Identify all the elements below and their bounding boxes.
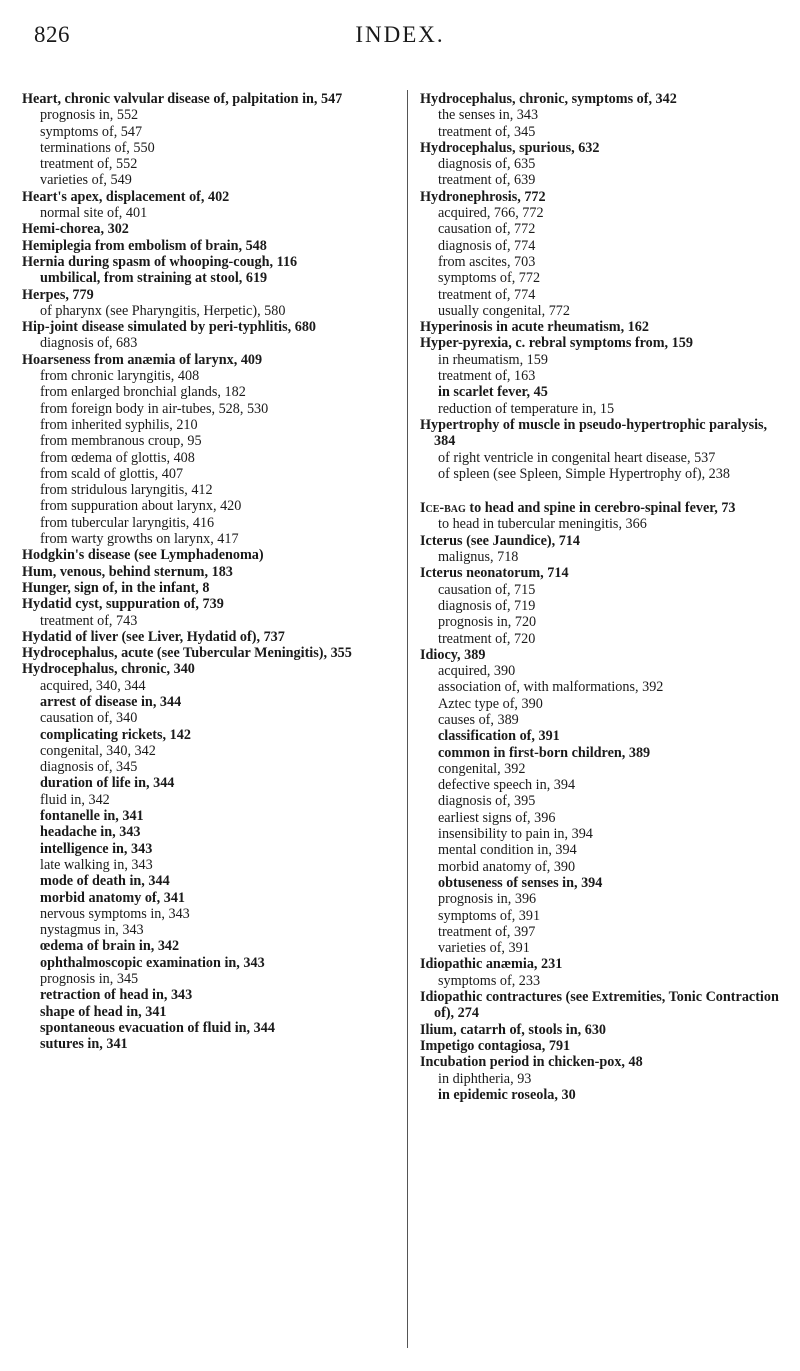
index-subentry: treatment of, 720 — [438, 630, 536, 647]
index-subentry: morbid anatomy of, 390 — [438, 858, 576, 875]
index-entry: Ilium, catarrh of, stools in, 630 — [420, 1021, 607, 1038]
index-entry: Hyperinosis in acute rheumatism, 162 — [420, 319, 649, 336]
index-subentry: from ascites, 703 — [438, 253, 536, 270]
index-subentry: from foreign body in air-tubes, 528, 530 — [40, 400, 269, 417]
page-title: INDEX. — [355, 22, 445, 47]
index-subentry: in scarlet fever, 45 — [438, 384, 548, 401]
index-subentry: common in first-born children, 389 — [438, 744, 651, 761]
index-subentry: causes of, 389 — [438, 711, 519, 728]
index-subentry: diagnosis of, 395 — [438, 793, 536, 810]
column-divider — [407, 90, 408, 1348]
index-entry: Hydatid cyst, suppuration of, 739 — [22, 596, 224, 613]
index-subentry: terminations of, 550 — [40, 139, 155, 156]
index-entry: Hemiplegia from embolism of brain, 548 — [22, 237, 267, 254]
index-subentry: the senses in, 343 — [438, 107, 539, 124]
index-subentry: from scald of glottis, 407 — [40, 465, 184, 482]
index-subentry: morbid anatomy of, 341 — [40, 889, 186, 906]
index-subentry: symptoms of, 233 — [438, 972, 541, 989]
index-subentry: nystagmus in, 343 — [40, 922, 144, 939]
index-subentry: symptoms of, 772 — [438, 270, 541, 287]
index-subentry: defective speech in, 394 — [438, 777, 576, 794]
index-subentry: from membranous croup, 95 — [40, 433, 202, 450]
index-subentry: usually congenital, 772 — [438, 302, 570, 319]
index-subentry: spontaneous evacuation of fluid in, 344 — [40, 1019, 275, 1036]
index-subentry: of pharynx (see Pharyngitis, Herpetic), 580 — [40, 302, 286, 319]
index-subentry: umbilical, from straining at stool, 619 — [40, 270, 268, 287]
index-subentry: prognosis in, 345 — [40, 971, 139, 988]
index-subentry: acquired, 390 — [438, 663, 516, 680]
index-entry: Hodgkin's disease (see Lymphadenoma) — [22, 547, 264, 564]
index-subentry: from chronic laryngitis, 408 — [40, 368, 200, 385]
index-entry: Hydatid of liver (see Liver, Hydatid of), 737 — [22, 628, 285, 645]
index-subentry: duration of life in, 344 — [40, 775, 175, 792]
index-subentry: treatment of, 743 — [40, 612, 138, 629]
index-subentry: treatment of, 639 — [438, 172, 536, 189]
index-subentry: ophthalmoscopic examination in, 343 — [40, 954, 265, 971]
index-subentry: mode of death in, 344 — [40, 873, 170, 890]
index-entry: Herpes, 779 — [22, 286, 94, 303]
index-subentry: arrest of disease in, 344 — [40, 693, 182, 710]
index-subentry: malignus, 718 — [438, 549, 519, 566]
page-number: 826 — [34, 22, 70, 47]
index-subentry: treatment of, 345 — [438, 123, 536, 140]
index-subentry: diagnosis of, 719 — [438, 597, 536, 614]
index-entry: Hernia during spasm of whooping-cough, 116 — [22, 253, 298, 270]
index-entry: Hip-joint disease simulated by peri-typhlitis, 680 — [22, 319, 317, 336]
index-entry: Hydrocephalus, acute (see Tubercular Meningitis), 355 — [22, 645, 352, 662]
index-subentry: insensibility to pain in, 394 — [438, 826, 593, 843]
index-subentry: congenital, 392 — [438, 760, 526, 777]
index-subentry: mental condition in, 394 — [438, 842, 577, 859]
index-entry: Hypertrophy of muscle in pseudo-hypertrophic paralysis, 384 — [420, 416, 768, 450]
index-subentry: acquired, 766, 772 — [438, 205, 544, 222]
index-subentry: diagnosis of, 683 — [40, 335, 138, 352]
section-gap — [420, 482, 784, 500]
index-subentry: intelligence in, 343 — [40, 840, 153, 857]
index-subentry: causation of, 340 — [40, 710, 138, 727]
index-column-left — [22, 91, 382, 1053]
index-subentry: sutures in, 341 — [40, 1036, 128, 1053]
index-subentry: retraction of head in, 343 — [40, 987, 193, 1004]
index-subentry: fontanelle in, 341 — [40, 808, 144, 825]
index-subentry: causation of, 772 — [438, 221, 536, 238]
index-entry: Incubation period in chicken-pox, 48 — [420, 1054, 643, 1071]
index-entry: Heart's apex, displacement of, 402 — [22, 188, 230, 205]
index-entry: Idiopathic contractures (see Extremities, Tonic Contraction of), 274 — [420, 989, 779, 1022]
index-subentry: in epidemic roseola, 30 — [438, 1086, 576, 1103]
index-entry: Icterus neonatorum, 714 — [420, 565, 569, 582]
index-subentry: treatment of, 397 — [438, 923, 536, 940]
index-subentry: in rheumatism, 159 — [438, 351, 548, 368]
index-subentry: from œdema of glottis, 408 — [40, 449, 195, 466]
index-subentry: obtuseness of senses in, 394 — [438, 874, 603, 891]
index-entry: Hydronephrosis, 772 — [420, 188, 546, 205]
index-subentry: late walking in, 343 — [40, 856, 153, 873]
index-subentry: of spleen (see Spleen, Simple Hypertrophy of), 238 — [438, 465, 730, 482]
index-subentry: Aztec type of, 390 — [438, 695, 543, 712]
index-subentry: causation of, 715 — [438, 581, 536, 598]
index-subentry: varieties of, 391 — [438, 940, 530, 957]
index-subentry: from tubercular laryngitis, 416 — [40, 514, 215, 531]
index-subentry: varieties of, 549 — [40, 172, 132, 189]
index-entry: Hunger, sign of, in the infant, 8 — [22, 579, 210, 596]
index-entry: Hum, venous, behind sternum, 183 — [22, 563, 233, 580]
index-subentry: reduction of temperature in, 15 — [438, 400, 615, 417]
index-subentry: prognosis in, 720 — [438, 614, 537, 631]
index-entry: Hyper-pyrexia, c. rebral symptoms from, 159 — [420, 335, 693, 352]
index-subentry: normal site of, 401 — [40, 205, 148, 222]
index-entry: Heart, chronic valvular disease of, palpitation in, 547 — [22, 91, 343, 107]
index-subentry: from enlarged bronchial glands, 182 — [40, 384, 246, 401]
index-subentry: earliest signs of, 396 — [438, 809, 556, 826]
index-subentry: complicating rickets, 142 — [40, 726, 191, 743]
index-entry: Icterus (see Jaundice), 714 — [420, 532, 580, 549]
index-subentry: diagnosis of, 635 — [438, 156, 536, 173]
index-subentry: symptoms of, 391 — [438, 907, 541, 924]
index-subentry: treatment of, 774 — [438, 286, 536, 303]
index-subentry: association of, with malformations, 392 — [438, 679, 664, 696]
index-entry: Ice-bag to head and spine in cerebro-spinal fever, 73 — [420, 500, 736, 517]
index-subentry: diagnosis of, 774 — [438, 237, 536, 254]
index-subentry: headache in, 343 — [40, 824, 141, 841]
index-subentry: œdema of brain in, 342 — [40, 938, 180, 955]
index-entry: Hydrocephalus, spurious, 632 — [420, 139, 600, 156]
index-subentry: treatment of, 163 — [438, 368, 536, 385]
index-entry: Impetigo contagiosa, 791 — [420, 1037, 571, 1054]
index-subentry: nervous symptoms in, 343 — [40, 905, 190, 922]
index-subentry: in diphtheria, 93 — [438, 1070, 532, 1087]
index-column-right — [420, 91, 784, 1103]
index-subentry: of right ventricle in congenital heart disease, 537 — [438, 449, 716, 466]
index-subentry: from stridulous laryngitis, 412 — [40, 482, 213, 499]
index-entry: Hydrocephalus, chronic, symptoms of, 342 — [420, 91, 677, 107]
index-subentry: from warty growths on larynx, 417 — [40, 531, 239, 548]
index-subentry: prognosis in, 552 — [40, 107, 139, 124]
index-subentry: from inherited syphilis, 210 — [40, 416, 198, 433]
index-entry: Idiocy, 389 — [420, 646, 486, 663]
index-entry: Hydrocephalus, chronic, 340 — [22, 661, 195, 678]
index-subentry: congenital, 340, 342 — [40, 742, 156, 759]
index-entry: Hemi-chorea, 302 — [22, 221, 129, 238]
index-entry: Hoarseness from anæmia of larynx, 409 — [22, 351, 263, 368]
index-subentry: classification of, 391 — [438, 728, 560, 745]
page-header — [34, 22, 766, 52]
index-entry: Idiopathic anæmia, 231 — [420, 956, 563, 973]
index-subentry: from suppuration about larynx, 420 — [40, 498, 242, 515]
index-subentry: to head in tubercular meningitis, 366 — [438, 516, 647, 533]
index-subentry: prognosis in, 396 — [438, 891, 537, 908]
index-subentry: acquired, 340, 344 — [40, 677, 146, 694]
index-subentry: diagnosis of, 345 — [40, 759, 138, 776]
index-subentry: fluid in, 342 — [40, 791, 110, 808]
index-subentry: symptoms of, 547 — [40, 123, 143, 140]
index-subentry: shape of head in, 341 — [40, 1003, 167, 1020]
index-subentry: treatment of, 552 — [40, 156, 138, 173]
